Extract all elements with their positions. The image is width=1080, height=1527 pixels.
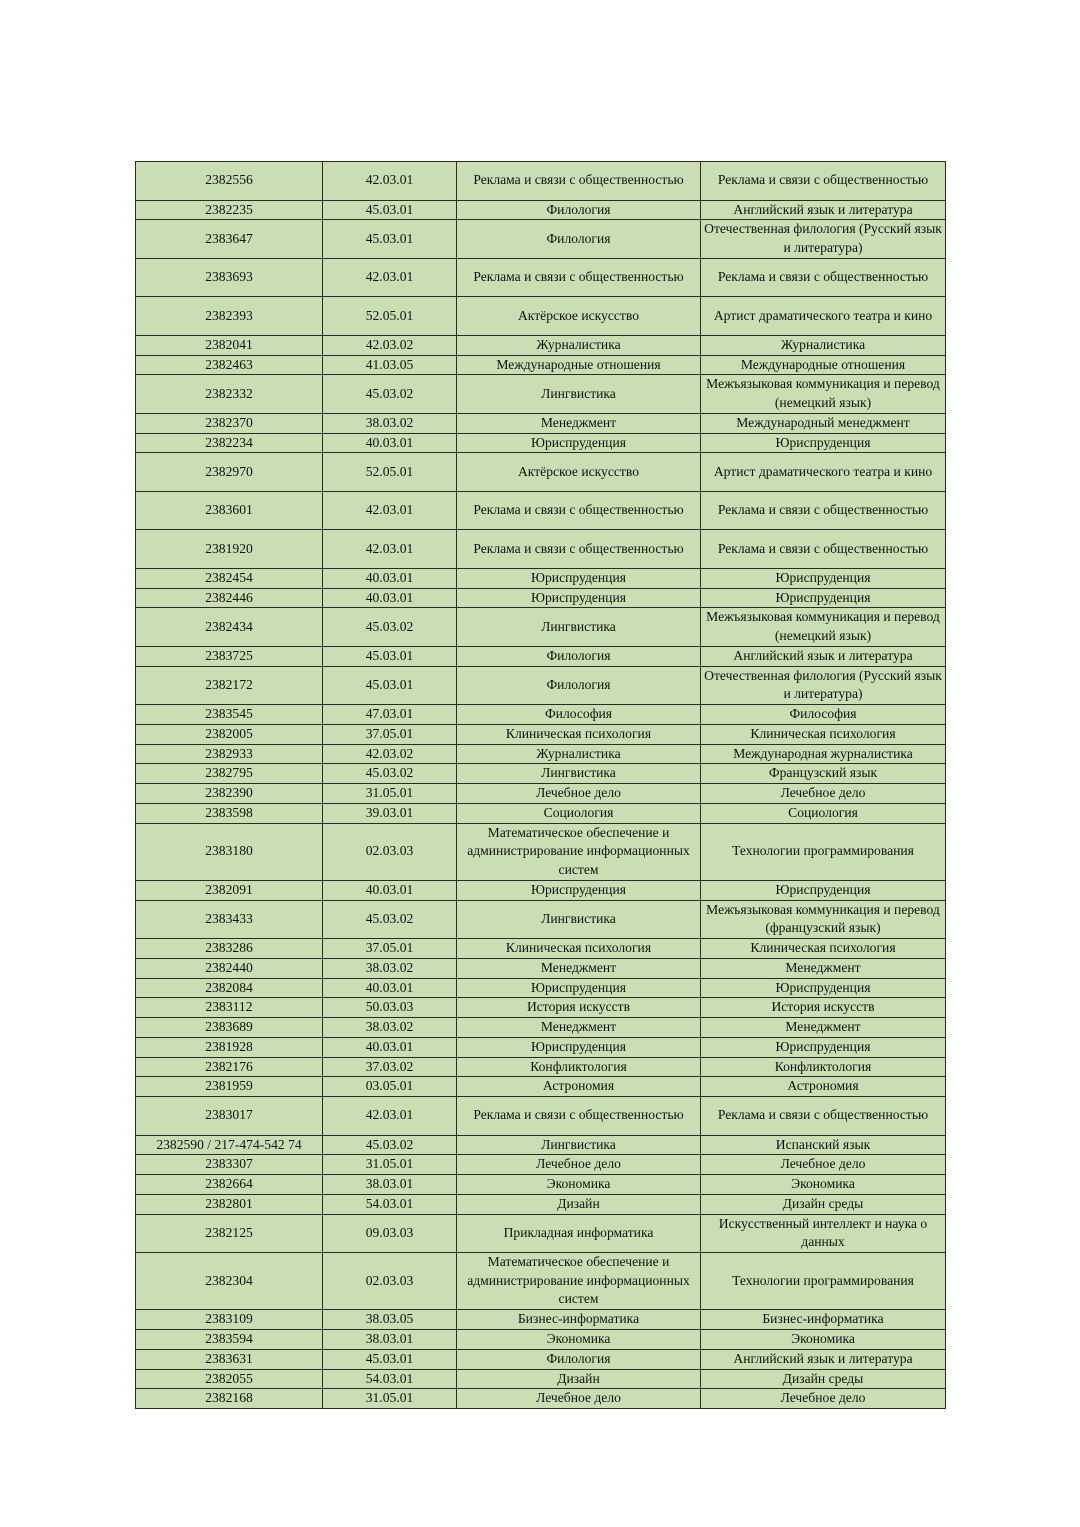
- table-row: [136, 1057, 946, 1077]
- applicant-id-cell: 2382454: [136, 568, 323, 588]
- applicant-id-cell: 2382234: [136, 433, 323, 453]
- table-row: [136, 803, 946, 823]
- program-code-cell: 45.03.02: [323, 1135, 457, 1155]
- direction-cell: Философия: [457, 705, 701, 725]
- applicant-id-cell: 2383109: [136, 1310, 323, 1330]
- direction-cell: Конфликтология: [457, 1057, 701, 1077]
- table-row: [136, 1194, 946, 1214]
- table-row: [136, 453, 946, 492]
- table-row: [136, 162, 946, 201]
- direction-cell: Астрономия: [457, 1077, 701, 1097]
- applicant-id-cell: 2383112: [136, 998, 323, 1018]
- table-row: [136, 1077, 946, 1097]
- applicant-id-cell: 2382125: [136, 1214, 323, 1253]
- table-row: [136, 433, 946, 453]
- profile-cell: Технологии программирования: [701, 823, 946, 880]
- profile-cell: Лечебное дело: [701, 784, 946, 804]
- applicant-id-cell: 2383307: [136, 1155, 323, 1175]
- program-code-cell: 40.03.01: [323, 1037, 457, 1057]
- applicant-id-cell: 2382235: [136, 200, 323, 220]
- program-code-cell: 38.03.02: [323, 958, 457, 978]
- profile-cell: Юриспруденция: [701, 1037, 946, 1057]
- profile-cell: Отечественная филология (Русский язык и литература): [701, 220, 946, 259]
- applicant-id-cell: 2383180: [136, 823, 323, 880]
- profile-cell: Артист драматического театра и кино: [701, 297, 946, 336]
- table-row: [136, 335, 946, 355]
- direction-cell: Филология: [457, 1349, 701, 1369]
- program-code-cell: 37.03.02: [323, 1057, 457, 1077]
- table-row: [136, 646, 946, 666]
- program-code-cell: 52.05.01: [323, 297, 457, 336]
- applicants-table: [135, 161, 946, 1409]
- direction-cell: Математическое обеспечение и администрирование информационных систем: [457, 1253, 701, 1310]
- direction-cell: Филология: [457, 646, 701, 666]
- applicant-id-cell: 2383601: [136, 491, 323, 530]
- program-code-cell: 31.05.01: [323, 784, 457, 804]
- profile-cell: Межъязыковая коммуникация и перевод (немецкий язык): [701, 608, 946, 647]
- applicant-id-cell: 2382393: [136, 297, 323, 336]
- profile-cell: Артист драматического театра и кино: [701, 453, 946, 492]
- table-row: [136, 200, 946, 220]
- table-row: [136, 297, 946, 336]
- program-code-cell: 45.03.02: [323, 900, 457, 939]
- profile-cell: Философия: [701, 705, 946, 725]
- direction-cell: Дизайн: [457, 1194, 701, 1214]
- applicant-id-cell: 2383017: [136, 1097, 323, 1136]
- applicant-id-cell: 2383545: [136, 705, 323, 725]
- profile-cell: Международный менеджмент: [701, 413, 946, 433]
- applicant-id-cell: 2382091: [136, 880, 323, 900]
- profile-cell: Французский язык: [701, 764, 946, 784]
- program-code-cell: 45.03.02: [323, 608, 457, 647]
- profile-cell: Межъязыковая коммуникация и перевод (немецкий язык): [701, 375, 946, 414]
- table-row: [136, 1097, 946, 1136]
- table-row: [136, 1369, 946, 1389]
- profile-cell: Английский язык и литература: [701, 646, 946, 666]
- direction-cell: Актёрское искусство: [457, 297, 701, 336]
- program-code-cell: 41.03.05: [323, 355, 457, 375]
- table-row: [136, 724, 946, 744]
- program-code-cell: 42.03.01: [323, 258, 457, 297]
- table-row: [136, 568, 946, 588]
- direction-cell: Реклама и связи с общественностью: [457, 491, 701, 530]
- program-code-cell: 52.05.01: [323, 453, 457, 492]
- direction-cell: Актёрское искусство: [457, 453, 701, 492]
- table-row: [136, 220, 946, 259]
- direction-cell: Филология: [457, 666, 701, 705]
- applicant-id-cell: 2382434: [136, 608, 323, 647]
- program-code-cell: 40.03.01: [323, 588, 457, 608]
- table-body: [136, 162, 946, 1409]
- profile-cell: Журналистика: [701, 335, 946, 355]
- program-code-cell: 40.03.01: [323, 433, 457, 453]
- profile-cell: Лечебное дело: [701, 1389, 946, 1409]
- table-row: [136, 1349, 946, 1369]
- direction-cell: Юриспруденция: [457, 880, 701, 900]
- direction-cell: Лингвистика: [457, 764, 701, 784]
- direction-cell: Лечебное дело: [457, 784, 701, 804]
- direction-cell: Прикладная информатика: [457, 1214, 701, 1253]
- profile-cell: Реклама и связи с общественностью: [701, 530, 946, 569]
- table-row: [136, 491, 946, 530]
- applicant-id-cell: 2382446: [136, 588, 323, 608]
- applicant-id-cell: 2383594: [136, 1330, 323, 1350]
- direction-cell: Юриспруденция: [457, 433, 701, 453]
- program-code-cell: 31.05.01: [323, 1389, 457, 1409]
- direction-cell: Менеджмент: [457, 1018, 701, 1038]
- program-code-cell: 42.03.01: [323, 162, 457, 201]
- applicant-id-cell: 2382664: [136, 1175, 323, 1195]
- program-code-cell: 40.03.01: [323, 978, 457, 998]
- direction-cell: Менеджмент: [457, 413, 701, 433]
- direction-cell: Лингвистика: [457, 900, 701, 939]
- direction-cell: Лингвистика: [457, 1135, 701, 1155]
- table-row: [136, 413, 946, 433]
- direction-cell: История искусств: [457, 998, 701, 1018]
- profile-cell: Астрономия: [701, 1077, 946, 1097]
- applicant-id-cell: 2382440: [136, 958, 323, 978]
- applicant-id-cell: 2382084: [136, 978, 323, 998]
- profile-cell: Дизайн среды: [701, 1194, 946, 1214]
- program-code-cell: 40.03.01: [323, 880, 457, 900]
- table-row: [136, 1214, 946, 1253]
- program-code-cell: 38.03.01: [323, 1175, 457, 1195]
- profile-cell: Социология: [701, 803, 946, 823]
- applicant-id-cell: 2382970: [136, 453, 323, 492]
- applicant-id-cell: 2381959: [136, 1077, 323, 1097]
- table-row: [136, 355, 946, 375]
- profile-cell: Английский язык и литература: [701, 1349, 946, 1369]
- applicant-id-cell: 2382795: [136, 764, 323, 784]
- applicant-id-cell: 2382933: [136, 744, 323, 764]
- program-code-cell: 45.03.01: [323, 666, 457, 705]
- applicant-id-cell: 2382176: [136, 1057, 323, 1077]
- program-code-cell: 45.03.01: [323, 220, 457, 259]
- applicant-id-cell: 2382055: [136, 1369, 323, 1389]
- table-row: [136, 588, 946, 608]
- profile-cell: Испанский язык: [701, 1135, 946, 1155]
- applicant-id-cell: 2382005: [136, 724, 323, 744]
- table-row: [136, 608, 946, 647]
- applicant-id-cell: 2383631: [136, 1349, 323, 1369]
- table-row: [136, 1135, 946, 1155]
- program-code-cell: 42.03.01: [323, 491, 457, 530]
- applicant-id-cell: 2382168: [136, 1389, 323, 1409]
- profile-cell: Международные отношения: [701, 355, 946, 375]
- program-code-cell: 45.03.02: [323, 375, 457, 414]
- profile-cell: Клиническая психология: [701, 939, 946, 959]
- profile-cell: Реклама и связи с общественностью: [701, 162, 946, 201]
- profile-cell: Экономика: [701, 1330, 946, 1350]
- program-code-cell: 31.05.01: [323, 1155, 457, 1175]
- direction-cell: Клиническая психология: [457, 939, 701, 959]
- applicant-id-cell: 2383725: [136, 646, 323, 666]
- applicant-id-cell: 2382041: [136, 335, 323, 355]
- profile-cell: Межъязыковая коммуникация и перевод (французский язык): [701, 900, 946, 939]
- program-code-cell: 38.03.02: [323, 1018, 457, 1038]
- table-row: [136, 958, 946, 978]
- table-row: [136, 1310, 946, 1330]
- program-code-cell: 38.03.02: [323, 413, 457, 433]
- program-code-cell: 42.03.01: [323, 530, 457, 569]
- profile-cell: Экономика: [701, 1175, 946, 1195]
- program-code-cell: 42.03.02: [323, 744, 457, 764]
- table-row: [136, 1037, 946, 1057]
- applicant-id-cell: 2382556: [136, 162, 323, 201]
- program-code-cell: 39.03.01: [323, 803, 457, 823]
- applicant-id-cell: 2383647: [136, 220, 323, 259]
- table-row: [136, 880, 946, 900]
- applicant-id-cell: 2382172: [136, 666, 323, 705]
- program-code-cell: 38.03.01: [323, 1330, 457, 1350]
- profile-cell: Конфликтология: [701, 1057, 946, 1077]
- table-row: [136, 375, 946, 414]
- profile-cell: Юриспруденция: [701, 880, 946, 900]
- direction-cell: Реклама и связи с общественностью: [457, 258, 701, 297]
- direction-cell: Лингвистика: [457, 375, 701, 414]
- profile-cell: Дизайн среды: [701, 1369, 946, 1389]
- profile-cell: Технологии программирования: [701, 1253, 946, 1310]
- table-row: [136, 764, 946, 784]
- direction-cell: Реклама и связи с общественностью: [457, 1097, 701, 1136]
- direction-cell: Филология: [457, 220, 701, 259]
- table-row: [136, 258, 946, 297]
- applicant-id-cell: 2382390: [136, 784, 323, 804]
- table-row: [136, 666, 946, 705]
- program-code-cell: 38.03.05: [323, 1310, 457, 1330]
- direction-cell: Юриспруденция: [457, 1037, 701, 1057]
- program-code-cell: 45.03.01: [323, 646, 457, 666]
- applicant-id-cell: 2382463: [136, 355, 323, 375]
- direction-cell: Лечебное дело: [457, 1389, 701, 1409]
- table-row: [136, 1330, 946, 1350]
- direction-cell: Реклама и связи с общественностью: [457, 162, 701, 201]
- applicant-id-cell: 2382332: [136, 375, 323, 414]
- profile-cell: Реклама и связи с общественностью: [701, 258, 946, 297]
- profile-cell: Юриспруденция: [701, 978, 946, 998]
- table-row: [136, 1155, 946, 1175]
- direction-cell: Менеджмент: [457, 958, 701, 978]
- profile-cell: Лечебное дело: [701, 1155, 946, 1175]
- program-code-cell: 50.03.03: [323, 998, 457, 1018]
- profile-cell: Юриспруденция: [701, 588, 946, 608]
- profile-cell: Юриспруденция: [701, 568, 946, 588]
- direction-cell: Реклама и связи с общественностью: [457, 530, 701, 569]
- table-row: [136, 1175, 946, 1195]
- direction-cell: Экономика: [457, 1330, 701, 1350]
- direction-cell: Лечебное дело: [457, 1155, 701, 1175]
- direction-cell: Журналистика: [457, 335, 701, 355]
- applicant-id-cell: 2382304: [136, 1253, 323, 1310]
- program-code-cell: 47.03.01: [323, 705, 457, 725]
- applicant-id-cell: 2383693: [136, 258, 323, 297]
- profile-cell: История искусств: [701, 998, 946, 1018]
- program-code-cell: 45.03.01: [323, 1349, 457, 1369]
- table-row: [136, 705, 946, 725]
- direction-cell: Социология: [457, 803, 701, 823]
- profile-cell: Клиническая психология: [701, 724, 946, 744]
- applicant-id-cell: 2382590 / 217-474-542 74: [136, 1135, 323, 1155]
- direction-cell: Дизайн: [457, 1369, 701, 1389]
- direction-cell: Экономика: [457, 1175, 701, 1195]
- table-row: [136, 530, 946, 569]
- profile-cell: Искусственный интеллект и наука о данных: [701, 1214, 946, 1253]
- program-code-cell: 45.03.01: [323, 200, 457, 220]
- table-row: [136, 1018, 946, 1038]
- applicant-id-cell: 2382370: [136, 413, 323, 433]
- profile-cell: Юриспруденция: [701, 433, 946, 453]
- table-row: [136, 1253, 946, 1310]
- table-row: [136, 900, 946, 939]
- program-code-cell: 02.03.03: [323, 823, 457, 880]
- table-row: [136, 784, 946, 804]
- table-row: [136, 823, 946, 880]
- direction-cell: Международные отношения: [457, 355, 701, 375]
- profile-cell: Отечественная филология (Русский язык и литература): [701, 666, 946, 705]
- direction-cell: Лингвистика: [457, 608, 701, 647]
- profile-cell: Реклама и связи с общественностью: [701, 491, 946, 530]
- program-code-cell: 42.03.01: [323, 1097, 457, 1136]
- profile-cell: Английский язык и литература: [701, 200, 946, 220]
- profile-cell: Международная журналистика: [701, 744, 946, 764]
- program-code-cell: 02.03.03: [323, 1253, 457, 1310]
- program-code-cell: 09.03.03: [323, 1214, 457, 1253]
- direction-cell: Клиническая психология: [457, 724, 701, 744]
- table-row: [136, 998, 946, 1018]
- program-code-cell: 03.05.01: [323, 1077, 457, 1097]
- table-row: [136, 1389, 946, 1409]
- direction-cell: Юриспруденция: [457, 588, 701, 608]
- program-code-cell: 40.03.01: [323, 568, 457, 588]
- applicant-id-cell: 2381928: [136, 1037, 323, 1057]
- direction-cell: Юриспруденция: [457, 568, 701, 588]
- program-code-cell: 45.03.02: [323, 764, 457, 784]
- direction-cell: Бизнес-информатика: [457, 1310, 701, 1330]
- profile-cell: Менеджмент: [701, 1018, 946, 1038]
- program-code-cell: 54.03.01: [323, 1369, 457, 1389]
- direction-cell: Юриспруденция: [457, 978, 701, 998]
- applicant-id-cell: 2383689: [136, 1018, 323, 1038]
- profile-cell: Реклама и связи с общественностью: [701, 1097, 946, 1136]
- program-code-cell: 42.03.02: [323, 335, 457, 355]
- applicant-id-cell: 2382801: [136, 1194, 323, 1214]
- profile-cell: Менеджмент: [701, 958, 946, 978]
- applicant-id-cell: 2383598: [136, 803, 323, 823]
- direction-cell: Математическое обеспечение и администрирование информационных систем: [457, 823, 701, 880]
- applicant-id-cell: 2381920: [136, 530, 323, 569]
- profile-cell: Бизнес-информатика: [701, 1310, 946, 1330]
- applicant-id-cell: 2383286: [136, 939, 323, 959]
- direction-cell: Журналистика: [457, 744, 701, 764]
- program-code-cell: 37.05.01: [323, 939, 457, 959]
- table-row: [136, 744, 946, 764]
- program-code-cell: 54.03.01: [323, 1194, 457, 1214]
- direction-cell: Филология: [457, 200, 701, 220]
- table-row: [136, 939, 946, 959]
- program-code-cell: 37.05.01: [323, 724, 457, 744]
- table-row: [136, 978, 946, 998]
- applicant-id-cell: 2383433: [136, 900, 323, 939]
